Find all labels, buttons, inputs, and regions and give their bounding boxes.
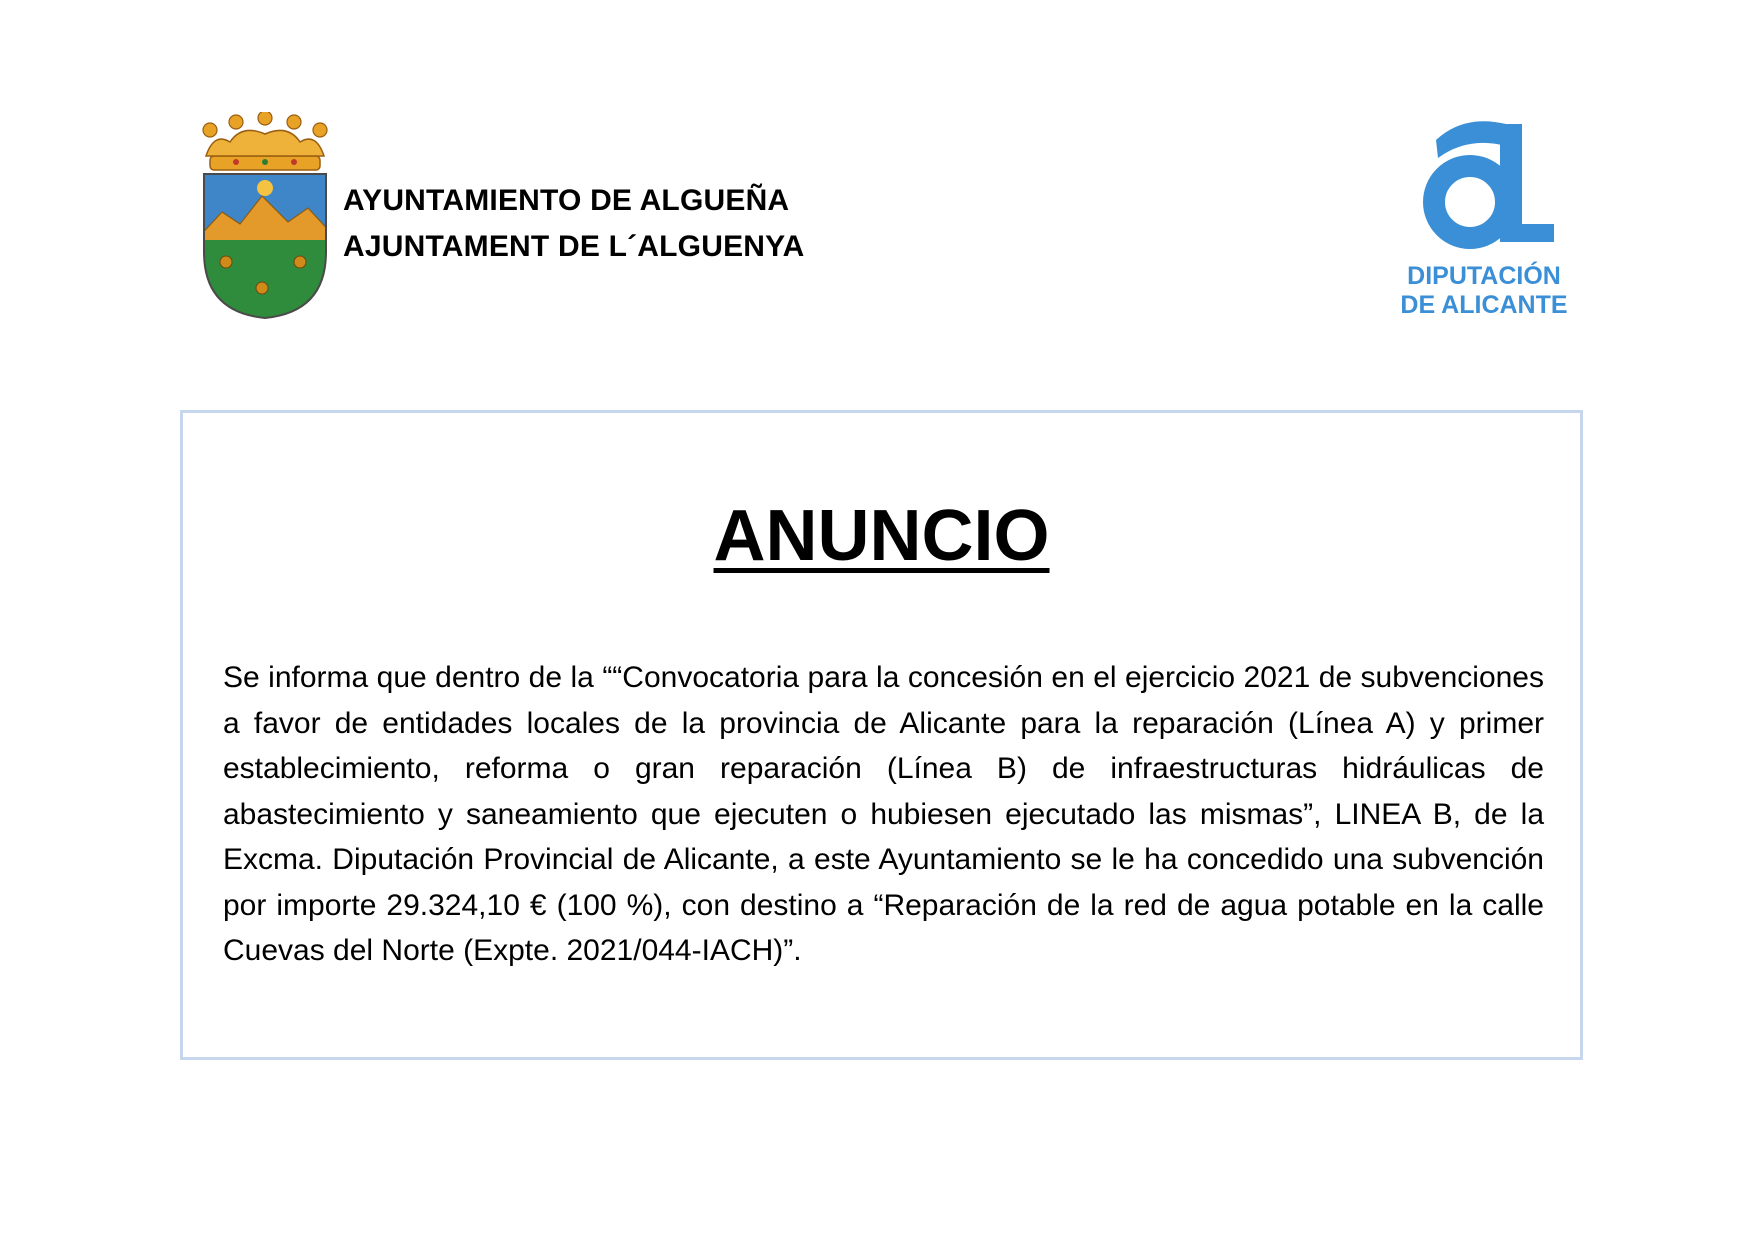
notice-body: Se informa que dentro de la ““Convocatoria para la concesión en el ejercicio 2021 de subvenciones a favor de entidades locales de la provincia de Alicante para la reparación (Línea A) y primer establecimiento, reforma o gran reparación (Línea B) de infraestructuras hidráulicas de abastecimiento y saneamiento que ejecuten o hubiesen ejecutado las mismas”, LINEA B, de la Excma. Diputación Provincial de Alicante, a este Ayuntamiento se le ha concedido una subvención por importe 29.324,10 € (100 %), con destino a “Reparación de la red de agua potable en la calle Cuevas del Norte (Expte. 2021/044-IACH)”. [223,661,1544,967]
shield-icon [196,172,334,322]
notice-title [183,493,1580,579]
municipal-coat-of-arms-icon [196,112,334,322]
municipality-name-es: AYUNTAMIENTO DE ALGUEÑA [343,184,790,217]
diputacion-logo [1394,106,1574,321]
diputacion-logo-mark-icon [1408,106,1558,256]
municipality-header [343,178,804,270]
notice-title-text: ANUNCIO [713,496,1050,576]
notice-box [180,410,1583,1060]
diputacion-logo-line1: DIPUTACIÓN [1407,262,1561,290]
diputacion-logo-line2: DE ALICANTE [1400,291,1568,319]
municipality-name-va: AJUNTAMENT DE L´ALGUENYA [343,230,805,263]
crown-icon [203,112,327,170]
